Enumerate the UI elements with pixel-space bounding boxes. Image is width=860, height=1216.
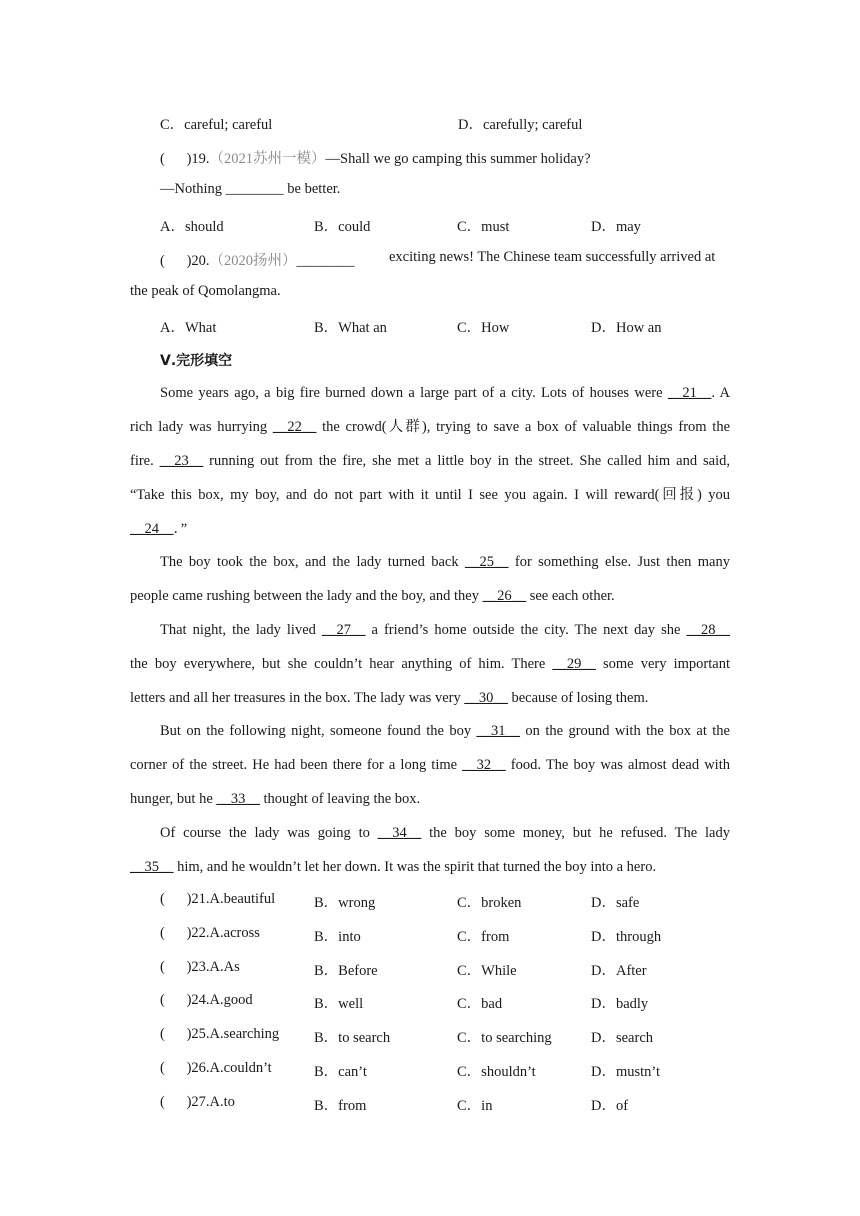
blank-34: __34__ [377,825,422,841]
cloze-q23-option-c: C．While [457,963,517,979]
blank-28: __28__ [686,622,730,638]
cloze-q26-option-d: D．mustn’t [591,1064,661,1080]
q19-source: （2021苏州一模） [209,151,326,167]
passage-line: letters and all her treasures in the box. The lady was very __30__ because of losing them. [130,690,649,706]
q20-source: （2020扬州） [209,253,297,269]
q20-stem: exciting news! The Chinese team successfully arrived at [389,249,716,265]
passage-line: That night, the lady lived __27__ a friend’s home outside the city. The next day she __28__ [160,622,730,638]
cloze-q23-option-a: ( )23.A.As [160,959,240,975]
cloze-q22-option-b: B．into [314,929,361,945]
q18-option-c: C．careful; careful [160,117,273,133]
blank-25: __25__ [464,554,509,570]
passage-line: The boy took the box, and the lady turned back __25__ for something else. Just then many [160,554,730,570]
q19-stem: —Shall we go camping this summer holiday? [325,151,591,167]
q20-paren: ( )20. [160,253,210,269]
blank-27: __27__ [321,622,366,638]
cloze-q27-option-c: C．in [457,1098,493,1114]
q20-stem-continued: the peak of Qomolangma. [130,283,281,299]
blank-32: __32__ [462,757,506,773]
cloze-q23-option-b: B．Before [314,963,378,979]
cloze-q24-option-c: C．bad [457,996,503,1012]
blank-35: __35__ [130,859,174,875]
blank-26: __26__ [482,588,527,604]
cloze-q21-option-c: C．broken [457,895,522,911]
passage-line: “Take this box, my boy, and do not part with it until I see you again. I will reward(回报) you [130,487,730,503]
passage-line: the boy everywhere, but she couldn’t hear anything of him. There __29__ some very important [130,656,730,672]
blank-22: __22__ [272,419,317,435]
cloze-q22-option-a: ( )22.A.across [160,925,260,941]
cloze-q25-option-a: ( )25.A.searching [160,1026,280,1042]
q19-option-b: B．could [314,219,371,235]
q19-option-a: A．should [160,219,224,235]
q20-option-d: D．How an [591,320,662,336]
section-title: Ⅴ.完形填空 [160,353,233,369]
cloze-q26-option-c: C．shouldn’t [457,1064,536,1080]
passage-line: __24__．” [130,521,188,537]
q19-paren: ( )19. [160,151,210,167]
q20-option-c: C．How [457,320,510,336]
blank-29: __29__ [552,656,596,672]
passage-line: __35__ him, and he wouldn’t let her down. It was the spirit that turned the boy into a hero. [130,859,657,875]
q19-reply: —Nothing ________ be better. [160,181,341,197]
q18-option-d: D．carefully; careful [458,117,583,133]
q20-option-a: A．What [160,320,217,336]
cloze-q25-option-d: D．search [591,1030,654,1046]
q20-option-b: B．What an [314,320,387,336]
cloze-q22-option-d: D．through [591,929,662,945]
cloze-q24-option-d: D．badly [591,996,649,1012]
passage-line: But on the following night, someone found the boy __31__ on the ground with the box at the [160,723,730,739]
cloze-q26-option-b: B．can’t [314,1064,367,1080]
q19-option-d: D．may [591,219,641,235]
cloze-q21-option-b: B．wrong [314,895,376,911]
cloze-q24-option-b: B．well [314,996,364,1012]
passage-line: people came rushing between the lady and the boy, and they __26__ see each other. [130,588,615,604]
cloze-q21-option-a: ( )21.A.beautiful [160,891,276,907]
cloze-q25-option-b: B．to search [314,1030,391,1046]
q19-option-c: C．must [457,219,510,235]
blank-23: __23__ [159,453,204,469]
passage-line: Of course the lady was going to __34__ the boy some money, but he refused. The lady [160,825,730,841]
q20-blank: ________ [296,253,355,269]
passage-line: rich lady was hurrying __22__ the crowd(人群), trying to save a box of valuable things from the [130,419,730,435]
passage-line: hunger, but he __33__ thought of leaving the box. [130,791,421,807]
blank-31: __31__ [476,723,520,739]
passage-line: Some years ago, a big fire burned down a large part of a city. Lots of houses were __21__. A [160,385,731,401]
cloze-q25-option-c: C．to searching [457,1030,552,1046]
cloze-q23-option-d: D．After [591,963,647,979]
blank-24: __24__ [130,521,174,537]
cloze-q27-option-b: B．from [314,1098,367,1114]
question-19 [160,147,591,168]
blank-21: __21__ [667,385,712,401]
question-20 [160,249,355,270]
passage-line: corner of the street. He had been there for a long time __32__ food. The boy was almost dead with [130,757,730,773]
passage-line: fire. __23__ running out from the fire, she met a little boy in the street. She called him and said, [130,453,730,469]
blank-30: __30__ [464,690,508,706]
cloze-q22-option-c: C．from [457,929,510,945]
cloze-q21-option-d: D．safe [591,895,640,911]
cloze-q27-option-a: ( )27.A.to [160,1094,235,1110]
cloze-q27-option-d: D．of [591,1098,629,1114]
blank-33: __33__ [216,791,260,807]
cloze-q26-option-a: ( )26.A.couldn’t [160,1060,272,1076]
cloze-q24-option-a: ( )24.A.good [160,992,253,1008]
